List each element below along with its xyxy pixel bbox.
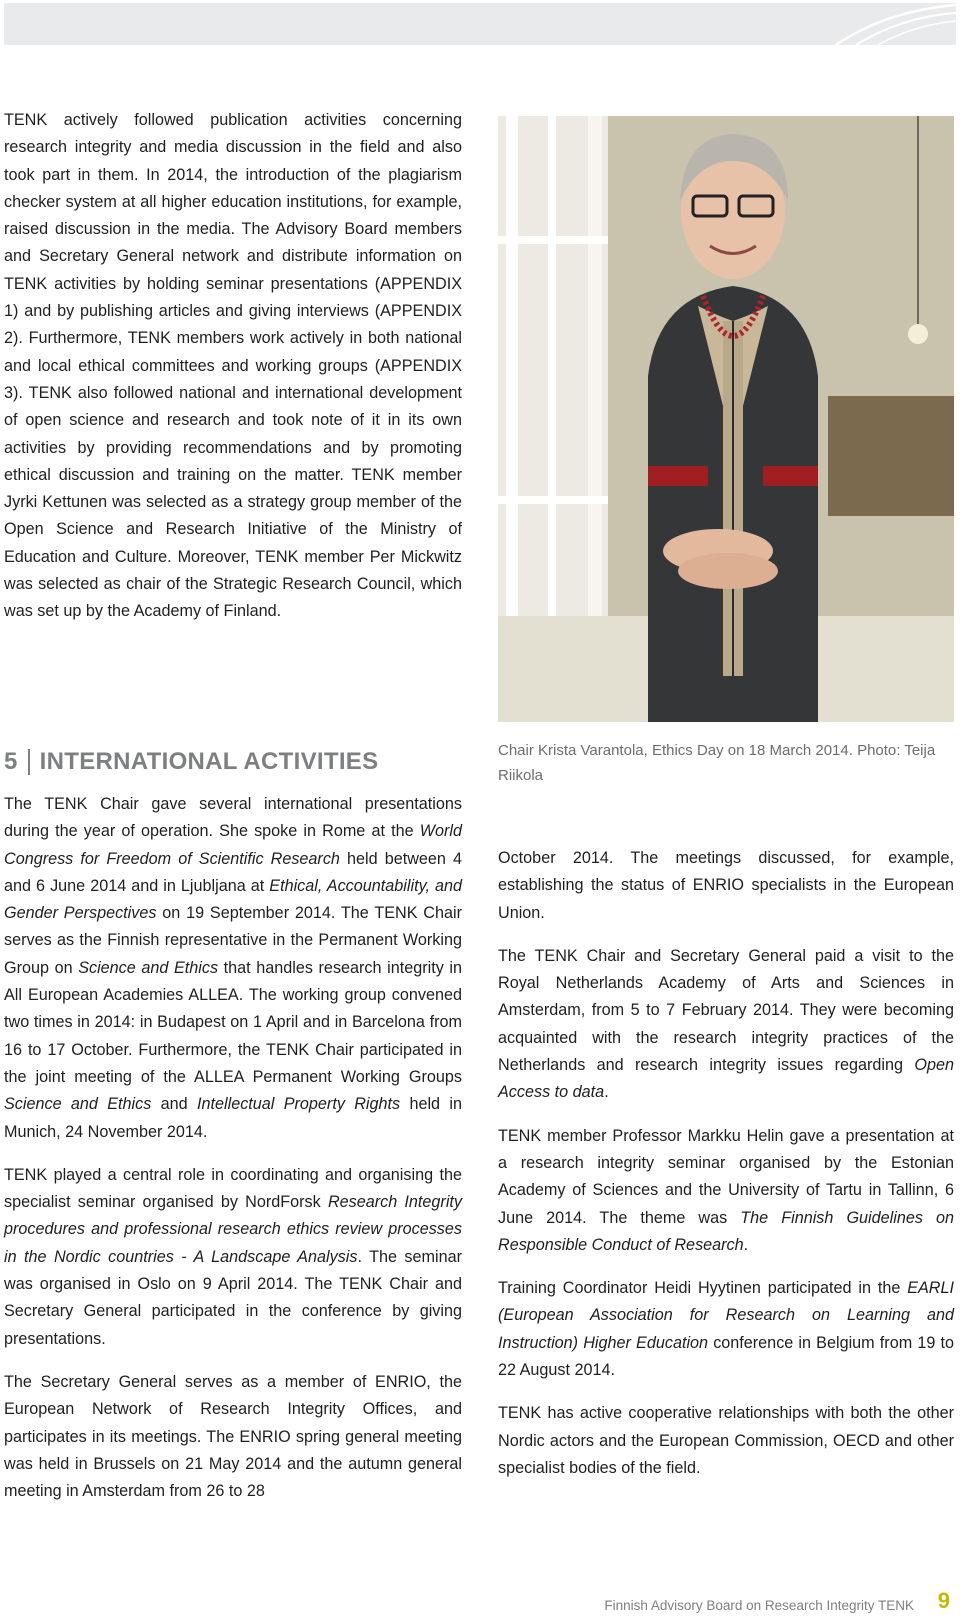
footer-publication-name: Finnish Advisory Board on Research Integrity TENK	[604, 1598, 914, 1613]
right-column	[498, 845, 954, 1498]
section-number: 5	[4, 748, 18, 775]
italic-text: Ethical, Accountability, and Gender Perspectives	[4, 876, 463, 923]
intro-paragraph	[4, 107, 462, 626]
right-paragraph	[498, 1275, 954, 1384]
section-title: INTERNATIONAL ACTIVITIES	[39, 748, 379, 775]
section-left-column	[4, 791, 462, 1521]
text-run: The TENK Chair and Secretary General paid a visit to the Royal Netherlands Academy of Arts and Sciences in Amsterdam, from 5 to 7 February 2014. They were becoming acquainted with the research integrity practices of the Netherlands and research integrity issues regarding	[498, 946, 954, 1075]
text-run: .	[604, 1083, 609, 1102]
text-run: TENK played a central role in coordinating and organising the specialist seminar organised by NordForsk	[4, 1165, 462, 1212]
italic-text: Open Access to data	[498, 1056, 954, 1102]
section-heading	[4, 746, 462, 778]
italic-text: Science and Ethics	[78, 958, 219, 977]
text-run: and	[151, 1095, 198, 1114]
page-number: 9	[937, 1588, 950, 1613]
text-run: on 19 September 2014. The TENK Chair serves as the Finnish representative in the Permanent Working Group on	[4, 904, 462, 977]
text-run: The Secretary General serves as a member of ENRIO, the European Network of Research Integrity Offices, and participates in its meetings. The ENRIO spring general meeting was held in Brussels on 21 May 2014 and the autumn general meeting in Amsterdam from 26 to 28	[4, 1372, 462, 1501]
italic-text: World Congress for Freedom of Scientific Research	[4, 822, 462, 868]
right-paragraph	[498, 943, 954, 1107]
italic-text: Intellectual Property Rights	[197, 1095, 401, 1114]
text-run: held between 4 and 6 June 2014 and in Ljubljana at	[4, 849, 463, 895]
heading-divider	[28, 749, 30, 775]
text-run: conference in Belgium from 19 to 22 August 2014.	[498, 1333, 954, 1380]
section-paragraph	[4, 791, 462, 1146]
photo-caption: Chair Krista Varantola, Ethics Day on 18 March 2014. Photo: Teija Riikola	[498, 742, 936, 784]
right-paragraph	[498, 845, 954, 927]
text-run: TENK actively followed publication activities concerning research integrity and media discussion in the field and also took part in them. In 2014, the introduction of the plagiarism checker system at all higher education institutions, for example, raised discussion in the media. The Advisory Board members and Secretary General network and distribute information on TENK activities by holding seminar presentations (APPENDIX 1) and by publishing articles and giving interviews (APPENDIX 2). Furthermore, TENK members work actively in both national and local ethical committees and working groups (APPENDIX 3). TENK also followed national and international development of open science and research and took note of it in its own activities by providing recommendations and by promoting ethical discussion and training on the matter. TENK member Jyrki Kettunen was selected as a strategy group member of the Open Science and Research Initiative of the Ministry of Education and Culture. Moreover, TENK member Per Mickwitz was selected as chair of the Strategic Research Council, which was set up by the Academy of Finland.	[4, 111, 462, 621]
italic-text: EARLI (European Association for Research on Learning and Instruction) Higher Education	[498, 1279, 954, 1352]
italic-text: Research Integrity procedures and professional research ethics review processes in the Nordic countries - A Landscape Analysis	[4, 1193, 463, 1266]
text-run: held in Munich, 24 November 2014.	[4, 1095, 462, 1141]
section-paragraph	[4, 1162, 462, 1353]
decorative-swoosh-icon	[816, 3, 956, 45]
text-run: Training Coordinator Heidi Hyytinen participated in the	[498, 1279, 908, 1298]
section-paragraph	[4, 1369, 462, 1505]
intro-column	[4, 107, 462, 642]
text-run: TENK has active cooperative relationships with both the other Nordic actors and the European Commission, OECD and other specialist bodies of the field.	[498, 1404, 954, 1477]
right-paragraph	[498, 1123, 954, 1259]
italic-text: The Finnish Guidelines on Responsible Conduct of Research	[498, 1208, 954, 1254]
text-run: .	[743, 1235, 749, 1254]
text-run: October 2014. The meetings discussed, for example, establishing the status of ENRIO specialists in the European Union.	[498, 849, 954, 922]
text-run: that handles research integrity in All European Academies ALLEA. The working group convened two times in 2014: in Budapest on 1 April and in Barcelona from 16 to 17 October. Furthermore, the TENK Chair participated in the joint meeting of the ALLEA Permanent Working Groups	[4, 958, 462, 1086]
text-run: . The seminar was organised in Oslo on 9 April 2014. The TENK Chair and Secretary General participated in the conference by giving presentations.	[4, 1247, 462, 1348]
right-paragraph	[498, 1400, 954, 1482]
text-run: TENK member Professor Markku Helin gave a presentation at a research integrity seminar organised by the Estonian Academy of Sciences and the University of Tartu in Tallinn, 6 June 2014. The theme was	[498, 1126, 954, 1227]
header-band	[4, 3, 956, 45]
italic-text: Science and Ethics	[4, 1095, 152, 1114]
text-run: The TENK Chair gave several international presentations during the year of operation. She spoke in Rome at the	[4, 795, 462, 841]
portrait-photo	[498, 116, 954, 722]
